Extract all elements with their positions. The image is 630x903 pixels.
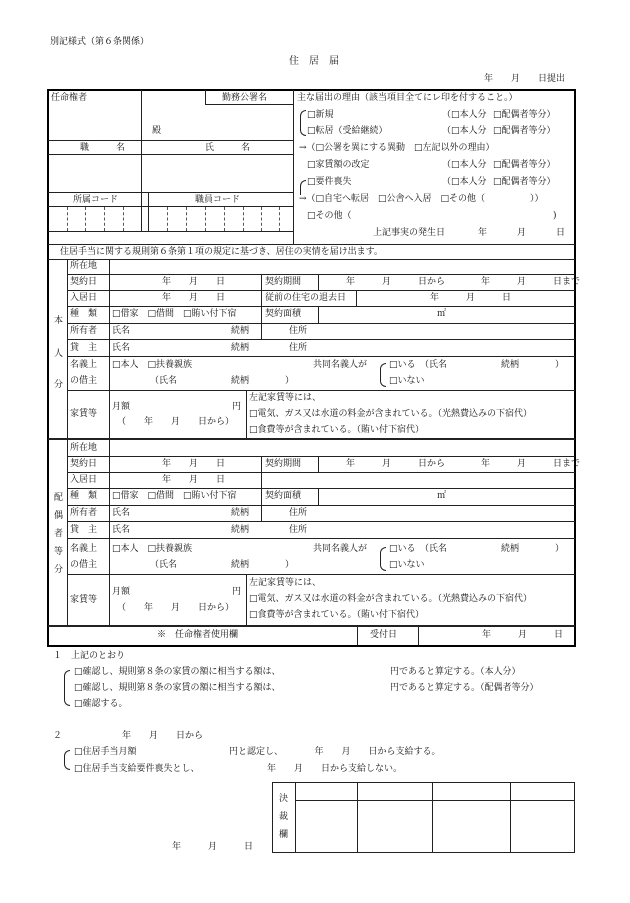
reason-honnin-4[interactable]: （□本人分: [442, 177, 487, 187]
self-shoyusha-jusho: 住所: [289, 326, 308, 336]
reason-other-close: ): [553, 211, 557, 221]
self-keiyakubi: 契約日: [70, 277, 98, 287]
sec2-number: ２: [53, 731, 63, 741]
sec1-opt-a-end: 円であると算定する。（本人分）: [390, 667, 521, 677]
sec2-opt-a[interactable]: □住居手当月額: [74, 747, 137, 757]
self-meigi-opts[interactable]: □本人 □扶養親族: [112, 360, 193, 370]
spouse-meigi-opts[interactable]: □本人 □扶養親族: [112, 544, 193, 554]
reason-title: 主な届出の理由（該当項目全てにレ印を付すること。）: [297, 93, 518, 103]
spouse-menseki: 契約面積: [265, 491, 302, 501]
self-kara[interactable]: （ 年 月 日から）: [117, 417, 235, 427]
self-shurui-opts[interactable]: □借家 □借間 □賄い付下宿: [112, 309, 237, 319]
spouse-meigi-shimei: （氏名 続柄 ）: [150, 560, 295, 570]
self-kikan-text[interactable]: 年 月 日から 年 月 日まで: [346, 277, 581, 287]
reason-honnin-1[interactable]: （□本人分: [442, 110, 487, 120]
self-meigi-2: の借主: [70, 376, 98, 386]
spouse-shokuhi[interactable]: □食費等が含まれている。（賄い付下宿代）: [249, 610, 425, 620]
reason-arrow-1[interactable]: →（□公署を異にする異動 □左記以外の理由）: [299, 143, 495, 153]
self-jizen-date[interactable]: 年 月 日: [430, 293, 512, 303]
jijitsu-month: 月: [517, 228, 527, 238]
self-meigi-shimei: （氏名 続柄 ）: [150, 376, 295, 386]
sec1-opt-b-end: 円であると算定する。（配偶者等分）: [390, 683, 539, 693]
self-kashinushi-zokugara: 続柄: [231, 343, 250, 353]
spouse-kikan-text[interactable]: 年 月 日から 年 月 日まで: [346, 459, 581, 469]
sec1-opt-a[interactable]: □確認し、規則第８条の家賃の額に相当する額は、: [74, 667, 281, 677]
bottom-date[interactable]: 年 月 日: [172, 842, 254, 852]
self-nyukyobi: 入居日: [70, 293, 98, 303]
self-getsugaku: 月額: [112, 402, 131, 412]
spouse-shoyusha-shimei: 氏名: [112, 508, 131, 518]
spouse-shurui: 種 類: [70, 491, 98, 501]
self-yachin: 家賃等: [70, 409, 98, 419]
spouse-kashinushi-shimei: 氏名: [112, 525, 131, 535]
spouse-label-2: 偶: [54, 511, 64, 521]
self-denki[interactable]: □電気、ガス又は水道の料金が含まれている。（光熱費込みの下宿代）: [249, 409, 533, 419]
sec1-number: １: [53, 651, 63, 661]
sec2-head: 年 月 日から: [122, 731, 204, 741]
self-menseki: 契約面積: [265, 309, 302, 319]
reason-other[interactable]: □その他（: [307, 211, 352, 221]
kinmu-label: 勤務公署名: [222, 93, 268, 103]
spouse-kara[interactable]: （ 年 月 日から）: [117, 603, 235, 613]
self-kashinushi: 貸 主: [70, 343, 98, 353]
self-inai[interactable]: □いない: [389, 376, 425, 386]
spouse-keiyakubi: 契約日: [70, 459, 98, 469]
self-shoyusha: 所有者: [70, 326, 98, 336]
spouse-nyukyobi-date[interactable]: 年 月 日: [162, 475, 226, 485]
spouse-label-5: 分: [54, 565, 64, 575]
submission-date: 年 月 日提出: [484, 74, 566, 84]
self-keiyakubi-date[interactable]: 年 月 日: [162, 277, 226, 287]
reason-tenkyo[interactable]: □転居（受給継続）: [307, 126, 388, 136]
spouse-label-3: 者: [54, 529, 64, 539]
reason-haigu-2[interactable]: □配偶者等分）: [493, 126, 556, 136]
spouse-sakki: 左記家賃等には、: [249, 578, 322, 588]
self-en: 円: [232, 402, 242, 412]
spouse-denki[interactable]: □電気、ガス又は水道の料金が含まれている。（光熱費込みの下宿代）: [249, 594, 533, 604]
jijitsu-day: 日: [556, 228, 566, 238]
spouse-iru[interactable]: □いる （氏名 続柄 ）: [389, 544, 565, 554]
spouse-meigi-2: の借主: [70, 560, 98, 570]
spouse-inai[interactable]: □いない: [389, 560, 425, 570]
spouse-label-1: 配: [54, 493, 64, 503]
self-kyodo: 共同名義人が: [313, 360, 368, 370]
jijitsu-label: 上記事実の発生日: [373, 228, 446, 238]
spouse-getsugaku: 月額: [112, 587, 131, 597]
spouse-nyukyobi: 入居日: [70, 475, 98, 485]
ninmei-label: 任命権者: [51, 93, 88, 103]
spouse-meigi-1: 名義上: [70, 544, 98, 554]
self-kashinushi-jusho: 住所: [289, 343, 308, 353]
sec1-opt-c[interactable]: □確認する。: [74, 699, 128, 709]
uketsuke-label: 受付日: [370, 630, 398, 640]
spouse-label-4: 等: [54, 547, 64, 557]
form-title: 住 居 届: [289, 56, 339, 67]
self-label-2: 人: [54, 349, 64, 359]
sec1-opt-b[interactable]: □確認し、規則第８条の家賃の額に相当する額は、: [74, 683, 281, 693]
reason-arrow-2[interactable]: →（□自宅へ転居 □公舎へ入居 □その他（ ））: [299, 194, 544, 204]
spouse-kashinushi-zokugara: 続柄: [231, 525, 250, 535]
ninmei-ran-title: ※ 任命権者使用欄: [157, 630, 239, 640]
spouse-keiyakubi-date[interactable]: 年 月 日: [162, 459, 226, 469]
reason-haigu-4[interactable]: □配偶者等分）: [493, 177, 556, 187]
self-keiyaku-kikan: 契約期間: [265, 277, 302, 287]
spouse-shoyusha-jusho: 住所: [289, 508, 308, 518]
reason-honnin-2[interactable]: （□本人分: [442, 126, 487, 136]
sec1-head: 上記のとおり: [71, 651, 126, 661]
self-meigi-1: 名義上: [70, 360, 98, 370]
reason-new[interactable]: □新規: [307, 110, 334, 120]
self-label-1: 本: [54, 316, 64, 326]
form-number: 別記様式（第６条関係）: [50, 37, 150, 47]
spouse-kyodo: 共同名義人が: [313, 544, 368, 554]
spouse-shurui-opts[interactable]: □借家 □借間 □賄い付下宿: [112, 491, 237, 501]
self-sakki: 左記家賃等には、: [249, 393, 322, 403]
spouse-kashinushi-jusho: 住所: [289, 525, 308, 535]
spouse-shoyusha: 所有者: [70, 508, 98, 518]
self-shoyusha-zokugara: 続柄: [231, 326, 250, 336]
spouse-keiyaku-kikan: 契約期間: [265, 459, 302, 469]
kessai-char-2: 裁: [279, 812, 289, 822]
kessai-char-1: 決: [279, 794, 289, 804]
spouse-en: 円: [232, 587, 242, 597]
sec2-opt-b-end: 年 月 日から支給しない。: [267, 764, 403, 774]
self-label-3: 分: [54, 380, 64, 390]
reason-honnin-3[interactable]: （□本人分: [442, 160, 487, 170]
self-shozaichi: 所在地: [70, 261, 98, 271]
reason-haigu-3[interactable]: □配偶者等分）: [493, 160, 556, 170]
shoku-label: 職 名: [80, 143, 126, 153]
sec2-opt-b[interactable]: □住居手当支給要件喪失とし、: [74, 764, 200, 774]
spouse-kashinushi: 貸 主: [70, 525, 98, 535]
spouse-shozaichi: 所在地: [70, 443, 98, 453]
self-jizen: 従前の住宅の退去日: [265, 293, 347, 303]
shozoku-code-label: 所属コード: [73, 195, 119, 205]
sec2-opt-a-end: 円と認定し、 年 月 日から支給する。: [229, 747, 441, 757]
self-shurui: 種 類: [70, 309, 98, 319]
uketsuke-date[interactable]: 年 月 日: [482, 630, 564, 640]
statement: 住居手当に関する規則第６条第１項の規定に基づき、居住の実情を届け出ます。: [60, 247, 383, 257]
self-nyukyobi-date[interactable]: 年 月 日: [162, 293, 226, 303]
shimei-label: 氏 名: [205, 143, 251, 153]
reason-soushitsu[interactable]: □要件喪失: [307, 177, 352, 187]
self-shoyusha-shimei: 氏名: [112, 326, 131, 336]
dono-label: 殿: [152, 126, 162, 136]
spouse-shoyusha-zokugara: 続柄: [231, 508, 250, 518]
spouse-yachin: 家賃等: [70, 595, 98, 605]
reason-kaitei[interactable]: □家賃額の改定: [307, 160, 370, 170]
reason-haigu-1[interactable]: □配偶者等分）: [493, 110, 556, 120]
self-iru[interactable]: □いる （氏名 続柄 ）: [389, 360, 565, 370]
shokuin-code-label: 職員コード: [195, 195, 241, 205]
kessai-char-3: 欄: [279, 830, 289, 840]
jijitsu-year: 年: [478, 228, 488, 238]
self-shokuhi[interactable]: □食費等が含まれている。（賄い付下宿代）: [249, 425, 425, 435]
self-kashinushi-shimei: 氏名: [112, 343, 131, 353]
self-m2: ㎡: [437, 309, 447, 319]
spouse-m2: ㎡: [437, 491, 447, 501]
